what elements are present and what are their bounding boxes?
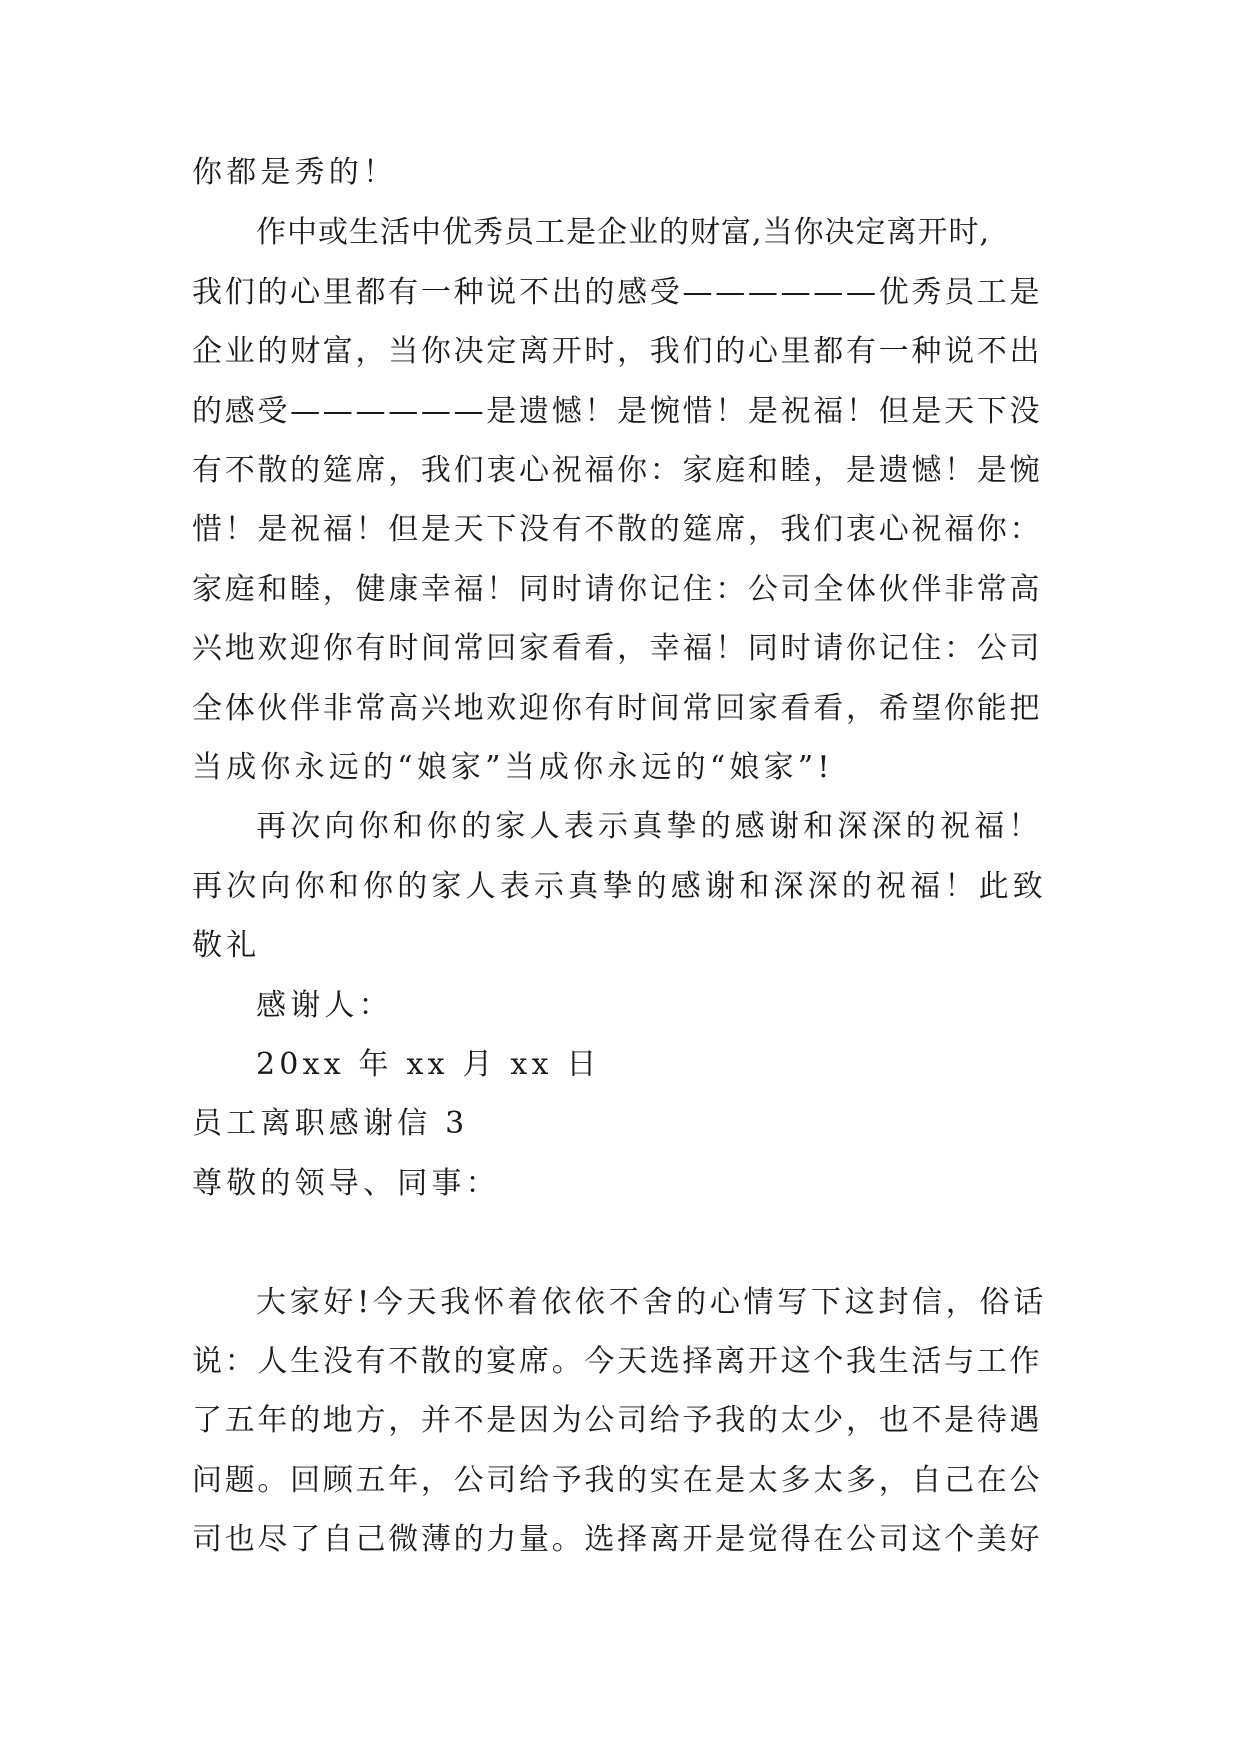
- text-line: 惜！是祝福！但是天下没有不散的筵席，我们衷心祝福你：: [192, 512, 1043, 547]
- text-line: 我们的心里都有一种说不出的感受——————优秀员工是: [192, 275, 1043, 310]
- text-line: 司也尽了自己微薄的力量。选择离开是觉得在公司这个美好: [192, 1522, 1043, 1557]
- closing-salutation: 敬礼: [192, 928, 261, 963]
- text-line: 有不散的筵席，我们衷心祝福你：家庭和睦，是遗憾！是惋: [192, 453, 1043, 488]
- text-line: 再次向你和你的家人表示真挚的感谢和深深的祝福！此致: [192, 869, 1047, 904]
- text-line: 问题。回顾五年，公司给予我的实在是太多太多，自己在公: [192, 1463, 1043, 1498]
- text-line: 当成你永远的“娘家”当成你永远的“娘家”!: [192, 750, 834, 785]
- section-title: 员工离职感谢信 3: [192, 1106, 469, 1141]
- signature-label: 感谢人：: [256, 988, 393, 1023]
- text-line: 说：人生没有不散的宴席。今天选择离开这个我生活与工作: [192, 1344, 1043, 1379]
- text-line: 全体伙伴非常高兴地欢迎你有时间常回家看看，希望你能把: [192, 691, 1043, 726]
- text-line: 了五年的地方，并不是因为公司给予我的太少，也不是待遇: [192, 1403, 1043, 1438]
- paragraph-first-line: 再次向你和你的家人表示真挚的感谢和深深的祝福！: [256, 809, 1043, 844]
- text-line: 企业的财富，当你决定离开时，我们的心里都有一种说不出: [192, 334, 1043, 369]
- text-line: 你都是秀的！: [192, 155, 398, 190]
- paragraph-first-line: 大家好!今天我怀着依依不舍的心情写下这封信，俗话: [256, 1285, 1047, 1320]
- text-line: 兴地欢迎你有时间常回家看看，幸福！同时请你记住：公司: [192, 631, 1043, 666]
- paragraph-first-line: 作中或生活中优秀员工是企业的财富,当你决定离开时,: [256, 215, 991, 250]
- text-line: 的感受——————是遗憾！是惋惜！是祝福！但是天下没: [192, 394, 1043, 429]
- greeting-line: 尊敬的领导、同事：: [192, 1166, 500, 1201]
- date-line: 20xx 年 xx 月 xx 日: [256, 1047, 601, 1082]
- text-line: 家庭和睦，健康幸福！同时请你记住：公司全体伙伴非常高: [192, 572, 1043, 607]
